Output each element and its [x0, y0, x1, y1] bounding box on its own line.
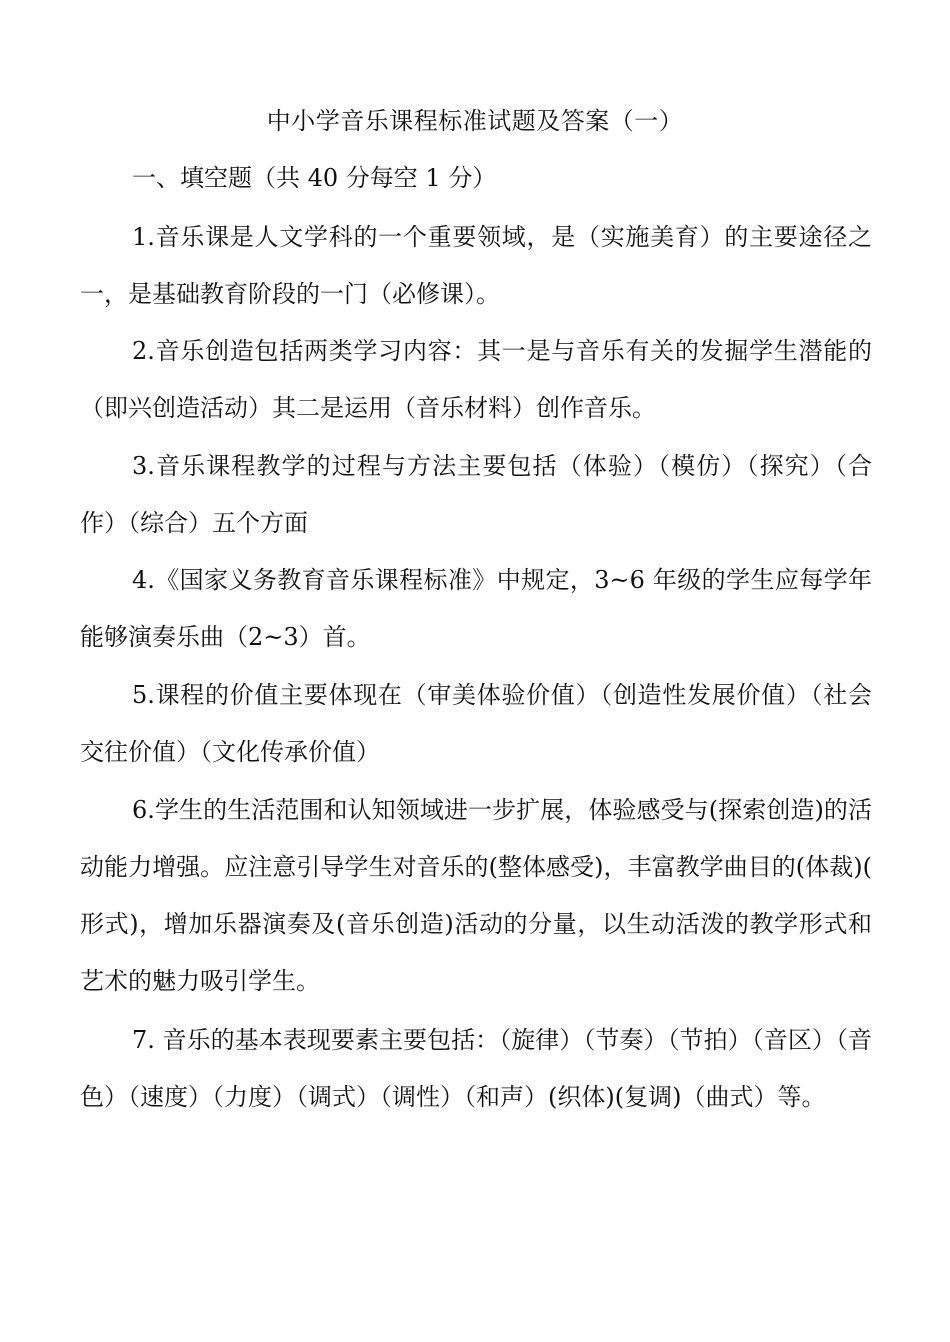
question-1: 1.音乐课是人文学科的一个重要领域，是（实施美育）的主要途径之一，是基础教育阶段的一门（必修课）。 [80, 223, 872, 308]
question-4: 4.《国家义务教育音乐课程标准》中规定，3~6 年级的学生应每学年能够演奏乐曲（2~3）首。 [80, 566, 872, 651]
question-2: 2.音乐创造包括两类学习内容：其一是与音乐有关的发掘学生潜能的（即兴创造活动）其二是运用（音乐材料）创作音乐。 [80, 337, 872, 422]
question-6: 6.学生的生活范围和认知领域进一步扩展，体验感受与(探索创造)的活动能力增强。应注意引导学生对音乐的(整体感受)，丰富教学曲目的(体裁)( 形式)，增加乐器演奏及(音乐创造)活动的分量，以生动活泼的教学形式和艺术的魅力吸引学生。 [80, 796, 872, 995]
question-3: 3.音乐课程教学的过程与方法主要包括（体验）（模仿）（探究）（合作）（综合）五个方面 [80, 452, 872, 537]
document-title: 中小学音乐课程标准试题及答案（一） [266, 107, 684, 135]
section-heading: 一、填空题（共 40 分每空 1 分） [132, 164, 497, 192]
question-7: 7. 音乐的基本表现要素主要包括：（旋律）（节奏）（节拍）（音区）（音色）（速度）（力度）（调式）（调性）（和声）(织体)(复调)（曲式）等。 [80, 1026, 872, 1111]
question-5: 5.课程的价值主要体现在（审美体验价值）（创造性发展价值）（社会交往价值）（文化传承价值） [80, 681, 872, 766]
